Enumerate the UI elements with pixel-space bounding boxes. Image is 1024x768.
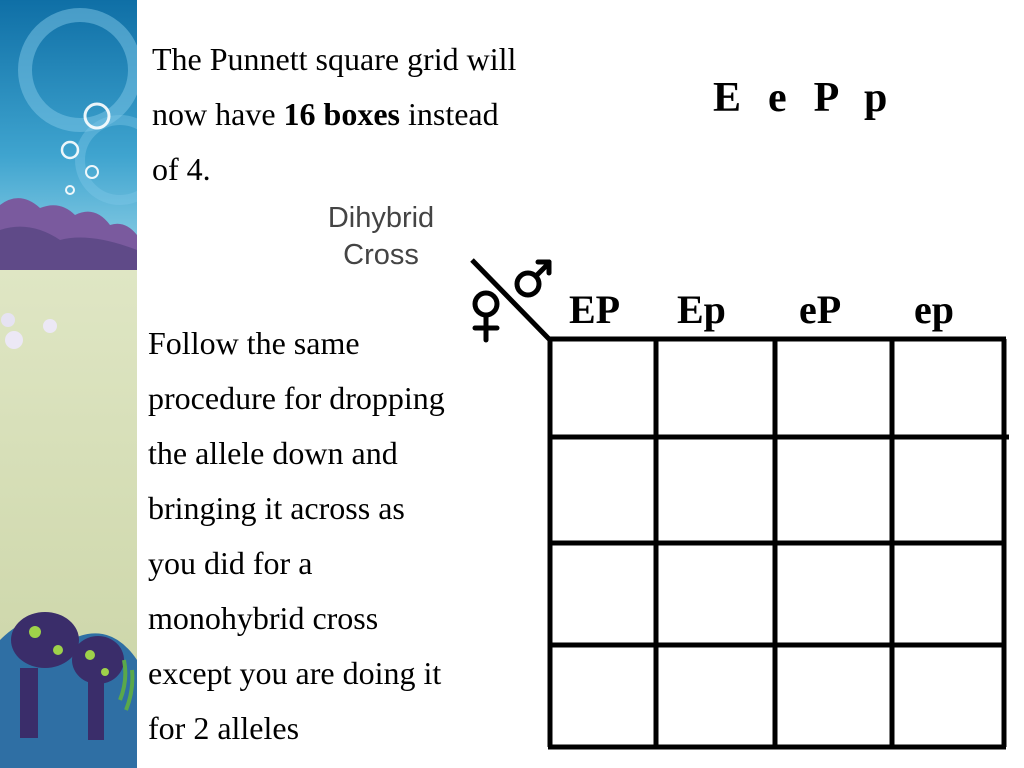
gamete-header-eP: eP [799, 287, 842, 332]
female-symbol-icon [475, 293, 497, 340]
intro-line-3: of 4. [152, 151, 211, 187]
instruction-line: procedure for dropping [148, 380, 445, 416]
underwater-background [0, 0, 137, 768]
instruction-line: except you are doing it [148, 655, 442, 691]
allele-list: E e P p [713, 75, 890, 121]
male-symbol-icon [517, 262, 549, 295]
gamete-header-EP: EP [569, 287, 621, 332]
instruction-line: monohybrid cross [148, 600, 379, 636]
dihybrid-cross-label [312, 200, 450, 274]
intro-line-2-end: instead [399, 96, 499, 132]
grid-lines [548, 339, 1009, 747]
instruction-line: Follow the same [148, 325, 360, 361]
intro-text [152, 32, 622, 197]
dihybrid-label-line-1: Dihybrid [327, 202, 435, 234]
intro-line-1: The Punnett square grid will [152, 41, 517, 77]
instruction-line: the allele down and [148, 435, 398, 471]
gamete-header-Ep: Ep [677, 287, 726, 332]
sixteen-boxes-emphasis: 16 boxes [283, 96, 400, 132]
intro-line-2-start: now have [152, 96, 284, 132]
gamete-header-ep: ep [914, 287, 954, 332]
intro-line-2 [152, 87, 622, 142]
dihybrid-label-line-2: Cross [343, 239, 419, 271]
instruction-line: bringing it across as [148, 490, 405, 526]
instruction-line: you did for a [148, 545, 313, 581]
instruction-line: for 2 alleles [148, 710, 300, 746]
